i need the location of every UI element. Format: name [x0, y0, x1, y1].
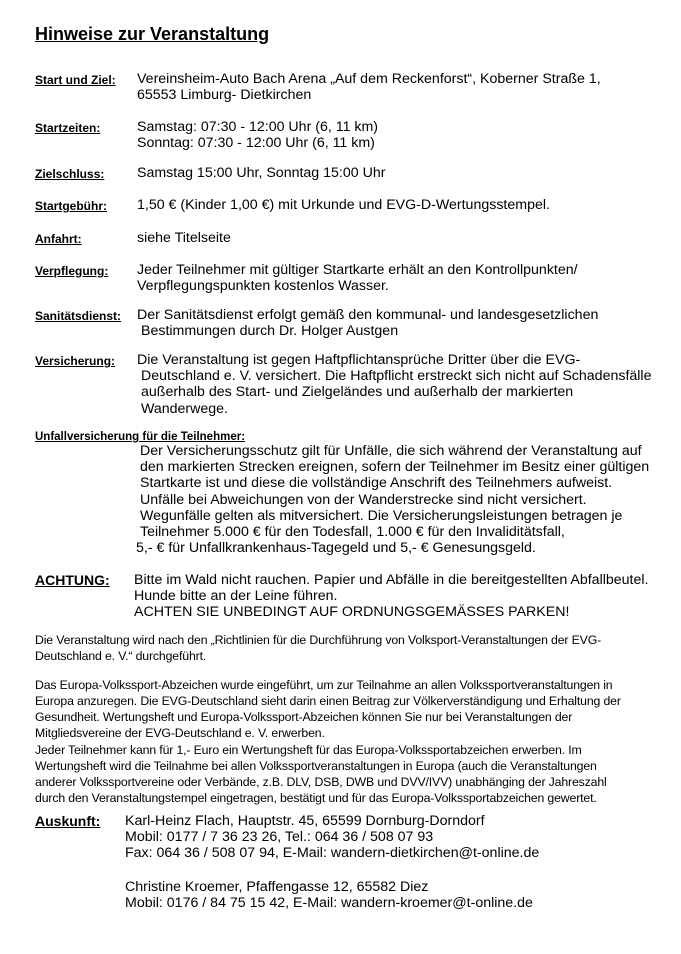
text-line: Hunde bitte an der Leine führen.: [134, 588, 338, 605]
startzeiten-value: [137, 119, 378, 151]
text-line: Sonntag: 07:30 - 12:00 Uhr (6, 11 km): [137, 135, 375, 152]
text-line: 65553 Limburg- Dietkirchen: [137, 87, 312, 104]
text-line: Jeder Teilnehmer mit gültiger Startkarte erhält an den Kontrollpunkten/: [137, 262, 578, 278]
unfall-label: Unfallversicherung für die Teilnehmer:: [35, 431, 246, 443]
text-line: Deutschland e. V. versichert. Die Haftpflicht erstreckt sich nicht auf Schadensfälle: [141, 368, 652, 385]
text-line: Samstag: 07:30 - 12:00 Uhr (6, 11 km): [137, 119, 379, 135]
startgebuehr-label: Startgebühr:: [35, 199, 107, 213]
auskunft-label: Auskunft:: [35, 813, 101, 829]
text-line: Europa anzuregen. Die EVG-Deutschland sieht darin einen Beitrag zur Völkerverständigung und Erhaltung der: [35, 694, 621, 708]
startzeiten-label: Startzeiten:: [35, 121, 101, 135]
start-value: [137, 71, 601, 103]
text-line: Gesundheit. Wertungsheft und Europa-Volkssport-Abzeichen können Sie nur bei Veranstaltungen der: [35, 710, 573, 724]
achtung-label: ACHTUNG:: [35, 572, 110, 588]
text-line: Bitte im Wald nicht rauchen. Papier und Abfälle in die bereitgestellten Abfallbeutel.: [134, 572, 649, 588]
text-line: Der Sanitätsdienst erfolgt gemäß den kommunal- und landesgesetzlichen: [137, 307, 599, 323]
text-line: Startkarte ist und diese die vollständige Anschrift des Teilnehmers aufweist.: [140, 475, 613, 492]
achtung-value: [134, 572, 648, 621]
text-line: Christine Kroemer, Pfaffengasse 12, 65582 Diez: [125, 879, 429, 895]
text-line: Vereinsheim-Auto Bach Arena „Auf dem Reckenforst“, Koberner Straße 1,: [137, 71, 601, 87]
text-line: Verpflegungspunkten kostenlos Wasser.: [137, 278, 389, 295]
text-line: siehe Titelseite: [137, 230, 231, 246]
text-line: Wanderwege.: [141, 400, 229, 417]
anfahrt-label: Anfahrt:: [35, 232, 82, 246]
text-line: ACHTEN SIE UNBEDINGT AUF ORDNUNGSGEMÄSSES PARKEN!: [134, 604, 570, 621]
text-line: Teilnehmer 5.000 € für den Todesfall, 1.000 € für den Invaliditätsfall,: [140, 524, 565, 541]
versicherung-value: [137, 352, 651, 417]
text-line: Karl-Heinz Flach, Hauptstr. 45, 65599 Dornburg-Dorndorf: [125, 813, 485, 829]
text-line: den markierten Strecken ereignen, sofern der Teilnehmer im Besitz einer gültigen: [140, 459, 650, 476]
text-line: Jeder Teilnehmer kann für 1,- Euro ein Wertungsheft für das Europa-Volkssportabzeichen erwerben. Im: [35, 743, 582, 757]
text-line: Die Veranstaltung wird nach den „Richtlinien für die Durchführung von Volksport-Veranstaltungen der EVG-: [35, 633, 602, 647]
sanitaet-label: Sanitätsdienst:: [35, 309, 122, 323]
text-line: Wegunfälle gelten als mitversichert. Die Versicherungsleistungen betragen je: [140, 507, 623, 524]
text-line: Mitgliedsvereine der EVG-Deutschland e. V. erwerben.: [35, 726, 325, 740]
text-line: Mobil: 0176 / 84 75 15 42, E-Mail: wandern-kroemer@t-online.de: [125, 895, 533, 912]
zielschluss-value: [137, 165, 385, 181]
start-label: Start und Ziel:: [35, 73, 116, 87]
text-line: durch den Veranstaltungstempel eingetragen, bestätigt und für das Europa-Volkssportabzeichen gewertet.: [35, 791, 597, 805]
page-title: Hinweise zur Veranstaltung: [35, 24, 270, 44]
verpflegung-value: [137, 262, 578, 294]
verpflegung-label: Verpflegung:: [35, 264, 109, 278]
paragraph-richtlinien: [35, 632, 601, 664]
versicherung-label: Versicherung:: [35, 354, 116, 368]
text-line: Samstag 15:00 Uhr, Sonntag 15:00 Uhr: [137, 165, 386, 181]
text-line: Bestimmungen durch Dr. Holger Austgen: [141, 323, 399, 340]
unfall-value: [136, 443, 650, 557]
paragraph-abzeichen: [35, 677, 621, 741]
text-line: Deutschland e. V.“ durchgeführt.: [35, 649, 207, 663]
text-line: Die Veranstaltung ist gegen Haftpflichtansprüche Dritter über die EVG-: [137, 352, 581, 368]
sanitaet-value: [137, 307, 598, 339]
text-line: Wertungsheft wird die Teilnahme bei allen Volkssportveranstaltungen in Europa (auch die Veranstaltungen: [35, 759, 597, 773]
text-line: Mobil: 0177 / 7 36 23 26, Tel.: 064 36 / 508 07 93: [125, 829, 434, 846]
text-line: Fax: 064 36 / 508 07 94, E-Mail: wandern-dietkirchen@t-online.de: [125, 845, 540, 862]
contact-flach: [125, 813, 539, 862]
paragraph-wertungsheft: [35, 742, 607, 806]
text-line: Der Versicherungsschutz gilt für Unfälle, die sich während der Veranstaltung auf: [140, 443, 642, 459]
text-line: 5,- € für Unfallkrankenhaus-Tagegeld und 5,- € Genesungsgeld.: [136, 540, 536, 557]
zielschluss-label: Zielschluss:: [35, 167, 105, 181]
text-line: anderer Volkssportvereine oder Verbände, z.B. DLV, DSB, DWB und DVV/IVV) unabhänging der Jahreszahl: [35, 775, 607, 789]
text-line: 1,50 € (Kinder 1,00 €) mit Urkunde und EVG-D-Wertungsstempel.: [137, 197, 550, 213]
text-line: außerhalb des Start- und Zielgeländes und außerhalb der markierten: [141, 384, 574, 401]
text-line: Unfälle bei Abweichungen von der Wanderstrecke sind nicht versichert.: [140, 491, 587, 508]
contact-kroemer: [125, 879, 533, 911]
anfahrt-value: [137, 230, 231, 246]
startgebuehr-value: [137, 197, 550, 213]
text-line: Das Europa-Volkssport-Abzeichen wurde eingeführt, um zur Teilnahme an allen Volkssportveranstaltungen in: [35, 678, 613, 692]
